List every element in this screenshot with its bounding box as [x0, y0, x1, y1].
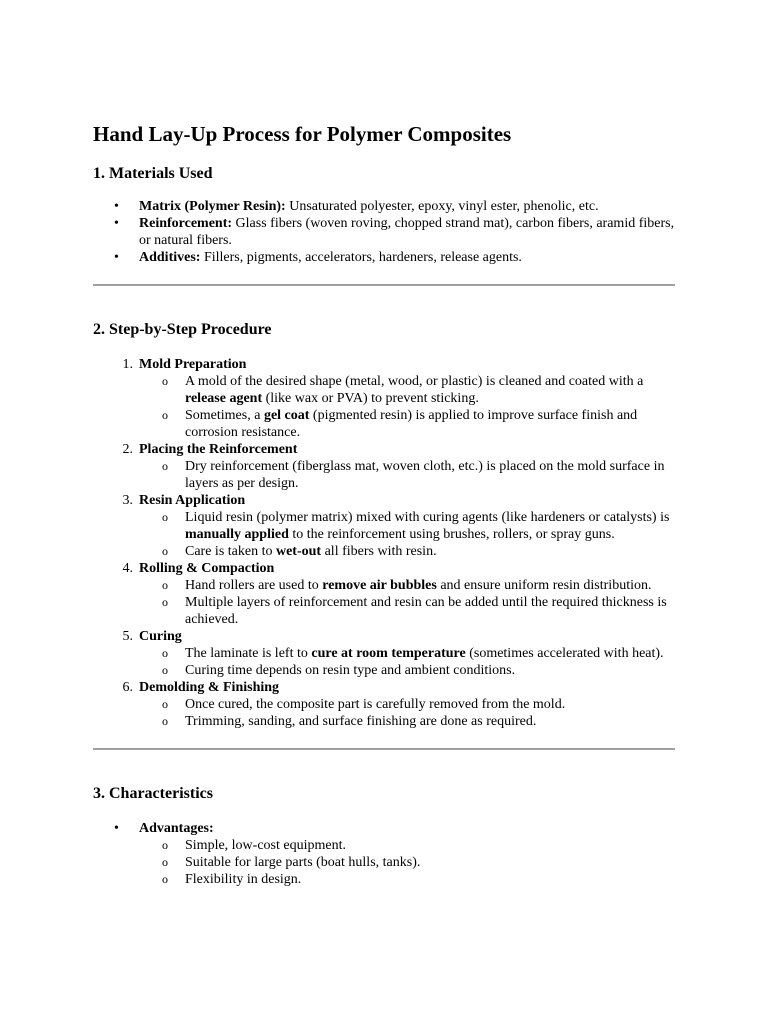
step-detail: [139, 543, 675, 560]
procedure-step: [93, 441, 675, 492]
detail-text: Trimming, sanding, and surface finishing are done as required.: [185, 714, 537, 729]
item-detail: [139, 854, 675, 871]
step-number: 2.: [122, 442, 133, 457]
item-label: Advantages:: [139, 821, 214, 836]
detail-text: Flexibility in design.: [185, 872, 302, 887]
section-heading-characteristics: 3. Characteristics: [93, 785, 213, 802]
step-title: Resin Application: [139, 493, 246, 508]
detail-text: Multiple layers of reinforcement and resin can be added until the required thickness is achieved.: [185, 595, 667, 627]
detail-text: (like wax or PVA) to prevent sticking.: [262, 391, 479, 406]
step-detail: [139, 509, 675, 543]
sub-bullet-marker: o: [162, 646, 168, 660]
section-heading-procedure: 2. Step-by-Step Procedure: [93, 321, 272, 338]
procedure-step: [93, 628, 675, 679]
procedure-list: [93, 356, 675, 730]
step-number: 1.: [122, 357, 133, 372]
detail-emphasis: gel coat: [263, 408, 310, 423]
step-number: 4.: [122, 561, 133, 576]
sub-bullet-marker: o: [162, 663, 168, 677]
item-text: Glass fibers (woven roving, chopped strand mat), carbon fibers, aramid fibers, or natural fibers.: [139, 216, 675, 248]
detail-emphasis: wet-out: [275, 544, 322, 559]
item-label: Additives:: [139, 250, 201, 265]
item-details: [139, 837, 675, 888]
procedure-step: [93, 560, 675, 628]
step-title: Curing: [139, 629, 182, 644]
sub-bullet-marker: o: [162, 578, 168, 592]
procedure-step: [93, 492, 675, 560]
bullet-marker: •: [114, 216, 119, 231]
detail-text: Suitable for large parts (boat hulls, tanks).: [185, 855, 421, 870]
step-number: 3.: [122, 493, 133, 508]
detail-text: Care is taken to: [185, 544, 276, 559]
step-title: Demolding & Finishing: [139, 680, 280, 695]
detail-text: and ensure uniform resin distribution.: [436, 578, 652, 593]
sub-bullet-marker: o: [162, 595, 168, 609]
detail-text: A mold of the desired shape (metal, wood, or plastic) is cleaned and coated with a: [185, 374, 644, 389]
step-details: [139, 458, 675, 492]
item-text: Fillers, pigments, accelerators, hardeners, release agents.: [200, 250, 522, 265]
sub-bullet-marker: o: [162, 374, 168, 388]
detail-text: The laminate is left to: [185, 646, 312, 661]
list-item: [93, 249, 675, 266]
step-title: Mold Preparation: [139, 357, 247, 372]
item-text: Unsaturated polyester, epoxy, vinyl ester, phenolic, etc.: [285, 199, 599, 214]
step-details: [139, 509, 675, 560]
section-heading-materials: 1. Materials Used: [93, 165, 213, 182]
detail-text: all fibers with resin.: [321, 544, 437, 559]
item-label: Reinforcement:: [139, 216, 233, 231]
step-detail: [139, 577, 675, 594]
step-details: [139, 696, 675, 730]
sub-bullet-marker: o: [162, 408, 168, 422]
step-detail: [139, 458, 675, 492]
item-detail: [139, 871, 675, 888]
document-body: [93, 122, 675, 888]
step-title: Rolling & Compaction: [139, 561, 275, 576]
step-detail: [139, 373, 675, 407]
step-details: [139, 577, 675, 628]
sub-bullet-marker: o: [162, 714, 168, 728]
step-detail: [139, 713, 675, 730]
step-detail: [139, 645, 675, 662]
step-detail: [139, 594, 675, 628]
detail-emphasis: manually applied: [185, 527, 289, 542]
step-title: Placing the Reinforcement: [139, 442, 298, 457]
detail-text: (sometimes accelerated with heat).: [465, 646, 664, 661]
detail-text: Once cured, the composite part is carefully removed from the mold.: [185, 697, 566, 712]
step-number: 6.: [122, 680, 133, 695]
list-item: [93, 215, 675, 249]
detail-text: Simple, low-cost equipment.: [185, 838, 346, 853]
document-title: Hand Lay-Up Process for Polymer Composites: [93, 122, 512, 146]
bullet-marker: •: [114, 821, 119, 836]
detail-text: Dry reinforcement (fiberglass mat, woven cloth, etc.) is placed on the mold surface in layers as per design.: [185, 459, 665, 491]
sub-bullet-marker: o: [162, 510, 168, 524]
step-details: [139, 373, 675, 441]
detail-text: Sometimes, a: [185, 408, 264, 423]
detail-emphasis: release agent: [185, 391, 263, 406]
detail-text: Curing time depends on resin type and ambient conditions.: [185, 663, 516, 678]
sub-bullet-marker: o: [162, 544, 168, 558]
detail-emphasis: remove air bubbles: [322, 578, 437, 593]
item-label: Matrix (Polymer Resin):: [139, 199, 286, 214]
detail-text: to the reinforcement using brushes, rollers, or spray guns.: [288, 527, 615, 542]
characteristics-list: [93, 820, 675, 888]
step-detail: [139, 407, 675, 441]
procedure-step: [93, 679, 675, 730]
step-detail: [139, 696, 675, 713]
item-detail: [139, 837, 675, 854]
detail-emphasis: cure at room temperature: [311, 646, 466, 661]
sub-bullet-marker: o: [162, 697, 168, 711]
sub-bullet-marker: o: [162, 872, 168, 886]
detail-text: Hand rollers are used to: [185, 578, 323, 593]
step-detail: [139, 662, 675, 679]
list-item: [93, 198, 675, 215]
sub-bullet-marker: o: [162, 838, 168, 852]
step-details: [139, 645, 675, 679]
bullet-marker: •: [114, 250, 119, 265]
sub-bullet-marker: o: [162, 855, 168, 869]
sub-bullet-marker: o: [162, 459, 168, 473]
detail-text: Liquid resin (polymer matrix) mixed with curing agents (like hardeners or catalysts) is: [185, 510, 670, 525]
list-item: [93, 820, 675, 888]
step-number: 5.: [122, 629, 133, 644]
bullet-marker: •: [114, 199, 119, 214]
procedure-step: [93, 356, 675, 441]
detail-text: (pigmented resin) is applied to improve surface finish and corrosion resistance.: [185, 408, 638, 440]
materials-list: [93, 198, 675, 266]
